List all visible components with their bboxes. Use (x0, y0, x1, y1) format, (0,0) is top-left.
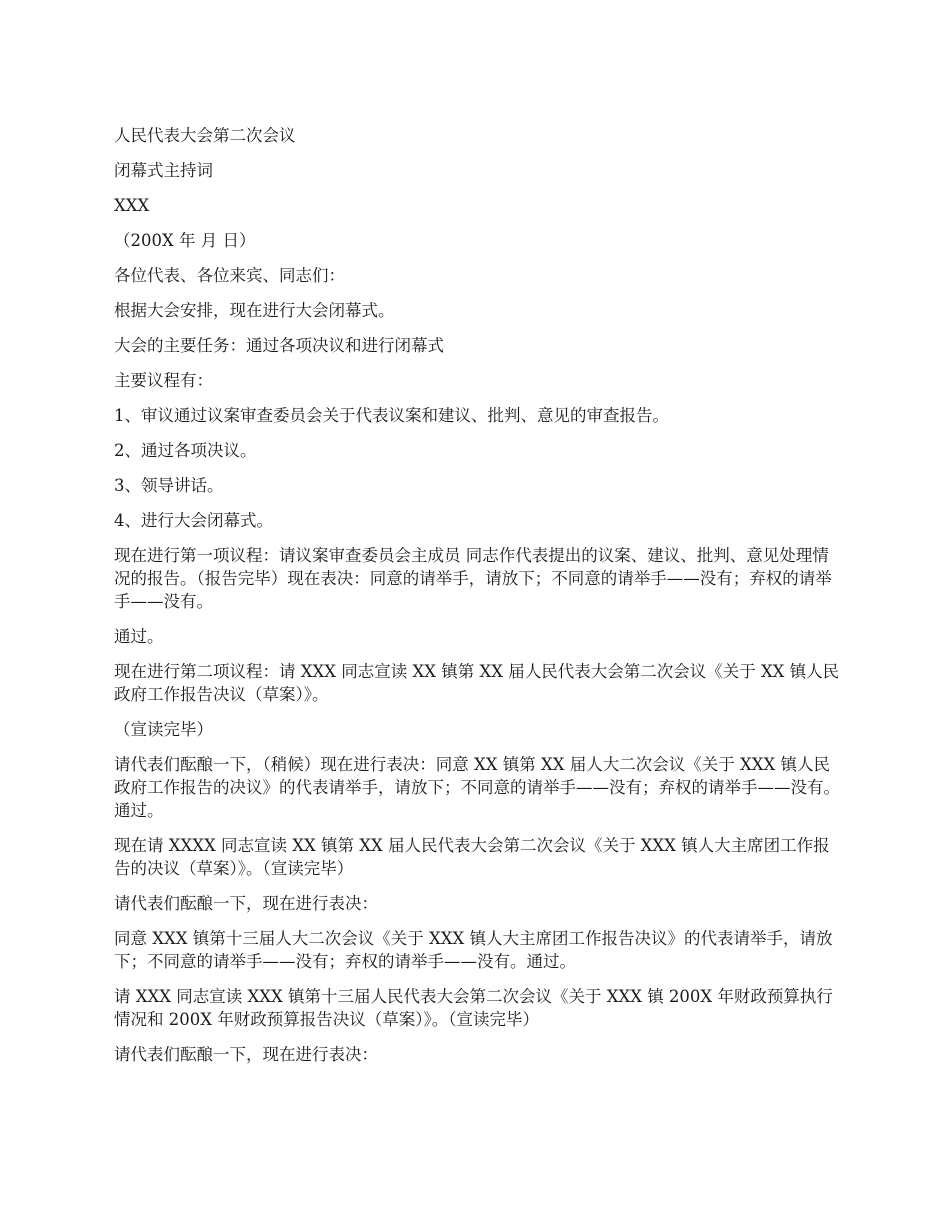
paragraph: 通过。 (114, 627, 164, 646)
document-title: 人民代表大会第二次会议 (114, 126, 296, 145)
agenda-item: 3、领导讲话。 (114, 476, 224, 495)
agenda-heading: 主要议程有： (114, 371, 213, 390)
paragraph: 现在进行第二项议程：请 XXX 同志宣读 XX 镇第 XX 届人民代表大会第二次会议《关于 XX 镇人民政府工作报告决议（草案）》。 (114, 662, 840, 704)
paragraph: 现在请 XXXX 同志宣读 XX 镇第 XX 届人民代表大会第二次会议《关于 XXX 镇人大主席团工作报告的决议（草案）》。（宣读完毕） (114, 836, 830, 878)
salutation: 各位代表、各位来宾、同志们： (114, 266, 345, 285)
paragraph: 根据大会安排，现在进行大会闭幕式。 (114, 301, 395, 320)
author-name: XXX (114, 196, 150, 215)
document-body (114, 124, 840, 1078)
agenda-item: 1、审议通过议案审查委员会关于代表议案和建议、批判、意见的审查报告。 (114, 406, 669, 425)
paragraph: 现在进行第一项议程：请议案审查委员会主成员 同志作代表提出的议案、建议、批判、意见处理情况的报告。（报告完毕）现在表决：同意的请举手，请放下；不同意的请举手——没有；弃权的请举手——没有。 (114, 546, 832, 611)
paragraph: 大会的主要任务：通过各项决议和进行闭幕式 (114, 336, 444, 355)
paragraph: 请代表们酝酿一下，现在进行表决： (114, 1045, 378, 1064)
agenda-item: 2、通过各项决议。 (114, 441, 257, 460)
agenda-item: 4、进行大会闭幕式。 (114, 511, 273, 530)
paragraph: 请代表们酝酿一下，（稍候）现在进行表决：同意 XX 镇第 XX 届人大二次会议《关于 XXX 镇人民政府工作报告的决议》的代表请举手，请放下；不同意的请举手——没有；弃权的请举手——没有。通过。 (114, 755, 840, 820)
paragraph: 请 XXX 同志宣读 XXX 镇第十三届人民代表大会第二次会议《关于 XXX 镇 200X 年财政预算执行情况和 200X 年财政预算报告决议（草案）》。（宣读完毕） (114, 987, 833, 1029)
paragraph: 请代表们酝酿一下，现在进行表决： (114, 894, 378, 913)
document-subtitle: 闭幕式主持词 (114, 161, 213, 180)
paragraph: （宣读完毕） (114, 720, 213, 739)
paragraph: 同意 XXX 镇第十三届人大二次会议《关于 XXX 镇人大主席团工作报告决议》的代表请举手，请放下；不同意的请举手——没有；弃权的请举手——没有。通过。 (114, 929, 833, 971)
document-date: （200X 年 月 日） (114, 231, 256, 250)
